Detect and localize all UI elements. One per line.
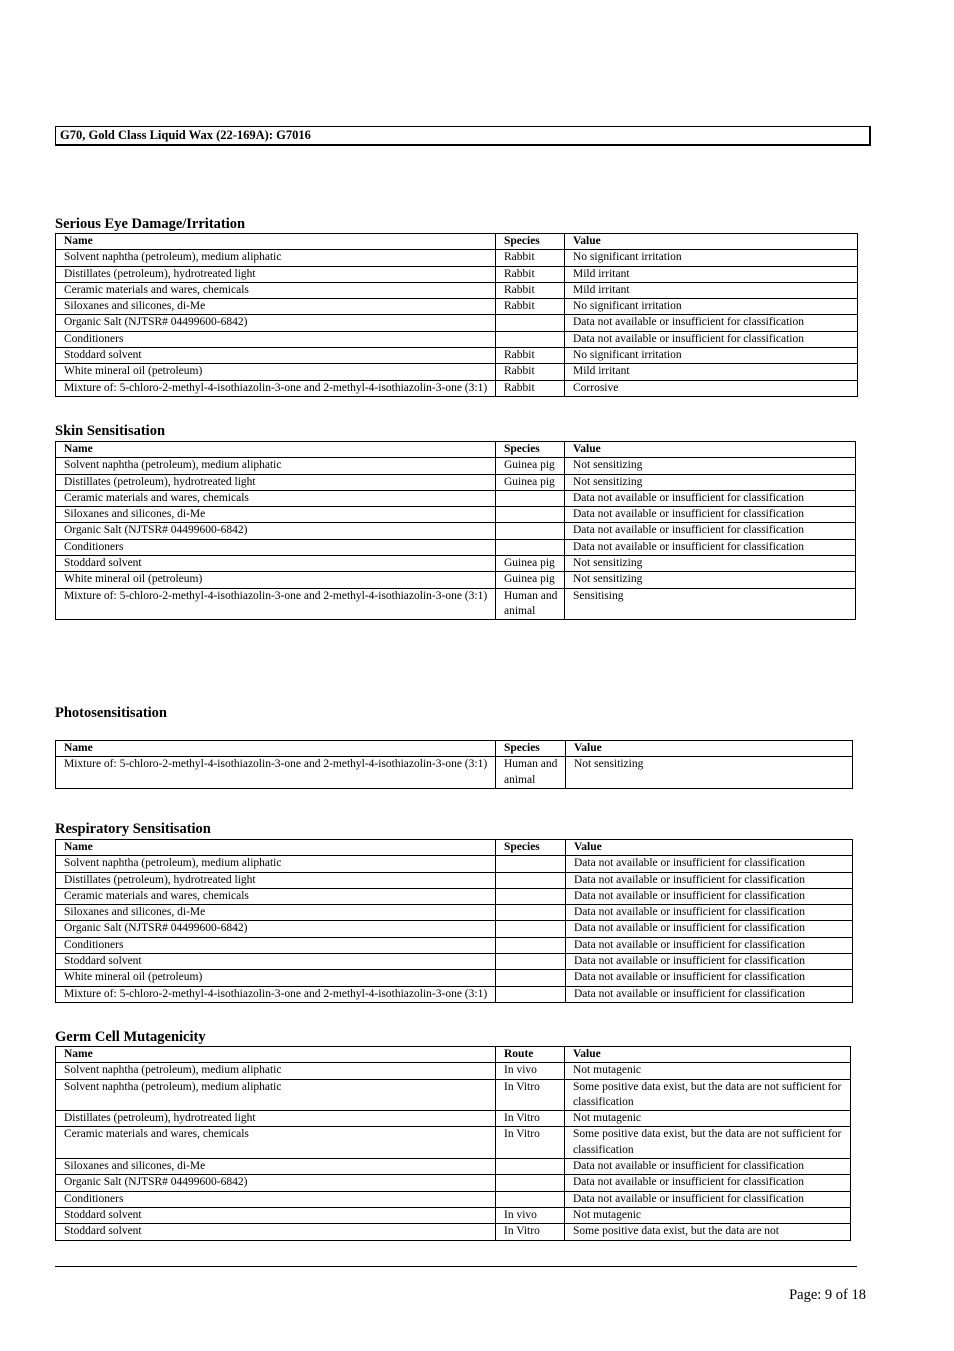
- table-row: [56, 458, 856, 474]
- name-cell: Mixture of: 5-chloro-2-methyl-4-isothiazolin-3-one and 2-methyl-4-isothiazolin-3-one (3:1): [56, 380, 496, 396]
- value-cell: Data not available or insufficient for classification: [565, 331, 858, 347]
- table-row: [56, 588, 856, 620]
- column-header: Name: [56, 442, 496, 458]
- species-cell: [496, 872, 566, 888]
- value-cell: Data not available or insufficient for classification: [565, 1175, 851, 1191]
- value-cell: Data not available or insufficient for classification: [565, 490, 856, 506]
- table-row: [56, 250, 858, 266]
- species-cell: [496, 921, 566, 937]
- species-cell: In Vitro: [496, 1127, 565, 1159]
- table-row: [56, 1159, 851, 1175]
- table-row: [56, 905, 853, 921]
- species-cell: In Vitro: [496, 1224, 565, 1240]
- species-cell: Human and animal: [496, 757, 566, 789]
- table-row: [56, 556, 856, 572]
- value-cell: Not mutagenic: [565, 1111, 851, 1127]
- name-cell: Stoddard solvent: [56, 954, 496, 970]
- value-cell: Data not available or insufficient for classification: [566, 986, 853, 1002]
- value-cell: Not sensitizing: [565, 556, 856, 572]
- name-cell: White mineral oil (petroleum): [56, 970, 496, 986]
- table-row: [56, 1127, 851, 1159]
- table-row: [56, 921, 853, 937]
- table-row: [56, 331, 858, 347]
- table-row: [56, 1063, 851, 1079]
- species-cell: In Vitro: [496, 1111, 565, 1127]
- name-cell: Siloxanes and silicones, di-Me: [56, 905, 496, 921]
- name-cell: Distillates (petroleum), hydrotreated light: [56, 872, 496, 888]
- value-cell: Data not available or insufficient for classification: [565, 507, 856, 523]
- species-cell: [496, 539, 565, 555]
- name-cell: Ceramic materials and wares, chemicals: [56, 282, 496, 298]
- species-cell: [496, 507, 565, 523]
- table-row: [56, 970, 853, 986]
- table-row: [56, 572, 856, 588]
- value-cell: Some positive data exist, but the data are not sufficient for classification: [565, 1079, 851, 1111]
- name-cell: Conditioners: [56, 539, 496, 555]
- table-row: [56, 299, 858, 315]
- name-cell: Organic Salt (NJTSR# 04499600-6842): [56, 921, 496, 937]
- species-cell: [496, 986, 566, 1002]
- photosensitisation-table: [55, 740, 853, 789]
- species-cell: Guinea pig: [496, 458, 565, 474]
- value-cell: Data not available or insufficient for classification: [566, 872, 853, 888]
- species-cell: Rabbit: [496, 266, 565, 282]
- name-cell: Mixture of: 5-chloro-2-methyl-4-isothiazolin-3-one and 2-methyl-4-isothiazolin-3-one (3:1): [56, 588, 496, 620]
- name-cell: Conditioners: [56, 331, 496, 347]
- species-cell: [496, 888, 566, 904]
- value-cell: Data not available or insufficient for classification: [566, 954, 853, 970]
- name-cell: Solvent naphtha (petroleum), medium aliphatic: [56, 250, 496, 266]
- name-cell: Siloxanes and silicones, di-Me: [56, 299, 496, 315]
- name-cell: Mixture of: 5-chloro-2-methyl-4-isothiazolin-3-one and 2-methyl-4-isothiazolin-3-one (3:1): [56, 986, 496, 1002]
- name-cell: Stoddard solvent: [56, 556, 496, 572]
- value-cell: Some positive data exist, but the data are not: [565, 1224, 851, 1240]
- value-cell: Data not available or insufficient for classification: [566, 970, 853, 986]
- table-row: [56, 380, 858, 396]
- table-row: [56, 937, 853, 953]
- species-cell: [496, 905, 566, 921]
- table-row: [56, 474, 856, 490]
- species-cell: Rabbit: [496, 282, 565, 298]
- value-cell: Some positive data exist, but the data are not sufficient for classification: [565, 1127, 851, 1159]
- species-cell: Guinea pig: [496, 474, 565, 490]
- species-cell: [496, 1159, 565, 1175]
- document-header: G70, Gold Class Liquid Wax (22-169A): G7016: [55, 126, 871, 146]
- name-cell: Distillates (petroleum), hydrotreated light: [56, 1111, 496, 1127]
- column-header: Value: [565, 442, 856, 458]
- value-cell: Not sensitizing: [566, 757, 853, 789]
- value-cell: Data not available or insufficient for classification: [565, 523, 856, 539]
- species-cell: Guinea pig: [496, 556, 565, 572]
- name-cell: Siloxanes and silicones, di-Me: [56, 1159, 496, 1175]
- table-row: [56, 266, 858, 282]
- value-cell: Mild irritant: [565, 364, 858, 380]
- name-cell: Solvent naphtha (petroleum), medium aliphatic: [56, 1063, 496, 1079]
- name-cell: Stoddard solvent: [56, 1207, 496, 1223]
- name-cell: Solvent naphtha (petroleum), medium aliphatic: [56, 856, 496, 872]
- value-cell: No significant irritation: [565, 250, 858, 266]
- species-cell: [496, 315, 565, 331]
- value-cell: Data not available or insufficient for classification: [566, 888, 853, 904]
- value-cell: Not mutagenic: [565, 1063, 851, 1079]
- column-header: Species: [496, 234, 565, 250]
- name-cell: Distillates (petroleum), hydrotreated light: [56, 474, 496, 490]
- value-cell: Data not available or insufficient for classification: [566, 937, 853, 953]
- name-cell: Conditioners: [56, 937, 496, 953]
- section-title-respiratory-sensitisation: Respiratory Sensitisation: [55, 821, 211, 837]
- species-cell: [496, 970, 566, 986]
- species-cell: Rabbit: [496, 348, 565, 364]
- value-cell: Data not available or insufficient for classification: [566, 921, 853, 937]
- column-header: Name: [56, 840, 496, 856]
- column-header: Name: [56, 1047, 496, 1063]
- species-cell: [496, 1175, 565, 1191]
- name-cell: Solvent naphtha (petroleum), medium aliphatic: [56, 458, 496, 474]
- name-cell: Ceramic materials and wares, chemicals: [56, 888, 496, 904]
- respiratory-sensitisation-table: [55, 839, 853, 1003]
- species-cell: [496, 856, 566, 872]
- species-cell: [496, 937, 566, 953]
- column-header: Value: [565, 1047, 851, 1063]
- table-row: [56, 507, 856, 523]
- value-cell: Corrosive: [565, 380, 858, 396]
- species-cell: [496, 1191, 565, 1207]
- value-cell: Data not available or insufficient for classification: [565, 1159, 851, 1175]
- table-row: [56, 523, 856, 539]
- value-cell: Sensitising: [565, 588, 856, 620]
- table-row: [56, 1191, 851, 1207]
- value-cell: Data not available or insufficient for classification: [566, 856, 853, 872]
- species-cell: [496, 523, 565, 539]
- species-cell: Rabbit: [496, 380, 565, 396]
- value-cell: No significant irritation: [565, 299, 858, 315]
- name-cell: Organic Salt (NJTSR# 04499600-6842): [56, 523, 496, 539]
- species-cell: In vivo: [496, 1063, 565, 1079]
- value-cell: Not sensitizing: [565, 458, 856, 474]
- section-title-skin-sensitisation: Skin Sensitisation: [55, 423, 166, 439]
- name-cell: Solvent naphtha (petroleum), medium aliphatic: [56, 1079, 496, 1111]
- column-header: Value: [566, 741, 853, 757]
- species-cell: [496, 954, 566, 970]
- germ-cell-mutagenicity-table: [55, 1046, 851, 1241]
- value-cell: Data not available or insufficient for classification: [565, 539, 856, 555]
- table-row: [56, 348, 858, 364]
- table-row: [56, 315, 858, 331]
- section-title-photosensitisation: Photosensitisation: [55, 705, 167, 721]
- value-cell: Mild irritant: [565, 282, 858, 298]
- column-header: Name: [56, 741, 496, 757]
- table-header-row: [56, 234, 858, 250]
- column-header: Route: [496, 1047, 565, 1063]
- table-row: [56, 539, 856, 555]
- value-cell: Not mutagenic: [565, 1207, 851, 1223]
- eye-irritation-table: [55, 233, 858, 397]
- name-cell: White mineral oil (petroleum): [56, 572, 496, 588]
- species-cell: In vivo: [496, 1207, 565, 1223]
- name-cell: Stoddard solvent: [56, 1224, 496, 1240]
- species-cell: In Vitro: [496, 1079, 565, 1111]
- name-cell: Mixture of: 5-chloro-2-methyl-4-isothiazolin-3-one and 2-methyl-4-isothiazolin-3-one (3:1): [56, 757, 496, 789]
- section-title-germ-cell-mutagenicity: Germ Cell Mutagenicity: [55, 1029, 206, 1045]
- section-title-eye-irritation: Serious Eye Damage/Irritation: [55, 216, 246, 232]
- table-header-row: [56, 442, 856, 458]
- column-header: Value: [566, 840, 853, 856]
- value-cell: Data not available or insufficient for classification: [566, 905, 853, 921]
- value-cell: Not sensitizing: [565, 474, 856, 490]
- species-cell: [496, 331, 565, 347]
- table-row: [56, 1175, 851, 1191]
- species-cell: Guinea pig: [496, 572, 565, 588]
- skin-sensitisation-table: [55, 441, 856, 620]
- column-header: Name: [56, 234, 496, 250]
- table-row: [56, 1079, 851, 1111]
- table-row: [56, 872, 853, 888]
- table-row: [56, 1224, 851, 1240]
- name-cell: Organic Salt (NJTSR# 04499600-6842): [56, 1175, 496, 1191]
- species-cell: Rabbit: [496, 299, 565, 315]
- species-cell: [496, 490, 565, 506]
- table-header-row: [56, 1047, 851, 1063]
- table-row: [56, 1111, 851, 1127]
- value-cell: Not sensitizing: [565, 572, 856, 588]
- table-row: [56, 986, 853, 1002]
- name-cell: Organic Salt (NJTSR# 04499600-6842): [56, 315, 496, 331]
- name-cell: Siloxanes and silicones, di-Me: [56, 507, 496, 523]
- value-cell: No significant irritation: [565, 348, 858, 364]
- table-row: [56, 954, 853, 970]
- column-header: Species: [496, 442, 565, 458]
- table-row: [56, 282, 858, 298]
- name-cell: Stoddard solvent: [56, 348, 496, 364]
- species-cell: Rabbit: [496, 250, 565, 266]
- value-cell: Mild irritant: [565, 266, 858, 282]
- value-cell: Data not available or insufficient for classification: [565, 315, 858, 331]
- column-header: Species: [496, 840, 566, 856]
- name-cell: White mineral oil (petroleum): [56, 364, 496, 380]
- name-cell: Ceramic materials and wares, chemicals: [56, 490, 496, 506]
- table-row: [56, 490, 856, 506]
- column-header: Species: [496, 741, 566, 757]
- table-row: [56, 364, 858, 380]
- value-cell: Data not available or insufficient for classification: [565, 1191, 851, 1207]
- column-header: Value: [565, 234, 858, 250]
- name-cell: Conditioners: [56, 1191, 496, 1207]
- species-cell: Human and animal: [496, 588, 565, 620]
- table-header-row: [56, 741, 853, 757]
- species-cell: Rabbit: [496, 364, 565, 380]
- page-number: Page: 9 of 18: [789, 1287, 866, 1303]
- name-cell: Distillates (petroleum), hydrotreated light: [56, 266, 496, 282]
- table-row: [56, 1207, 851, 1223]
- table-row: [56, 888, 853, 904]
- footer-rule: [55, 1266, 857, 1267]
- table-row: [56, 757, 853, 789]
- name-cell: Ceramic materials and wares, chemicals: [56, 1127, 496, 1159]
- table-header-row: [56, 840, 853, 856]
- table-row: [56, 856, 853, 872]
